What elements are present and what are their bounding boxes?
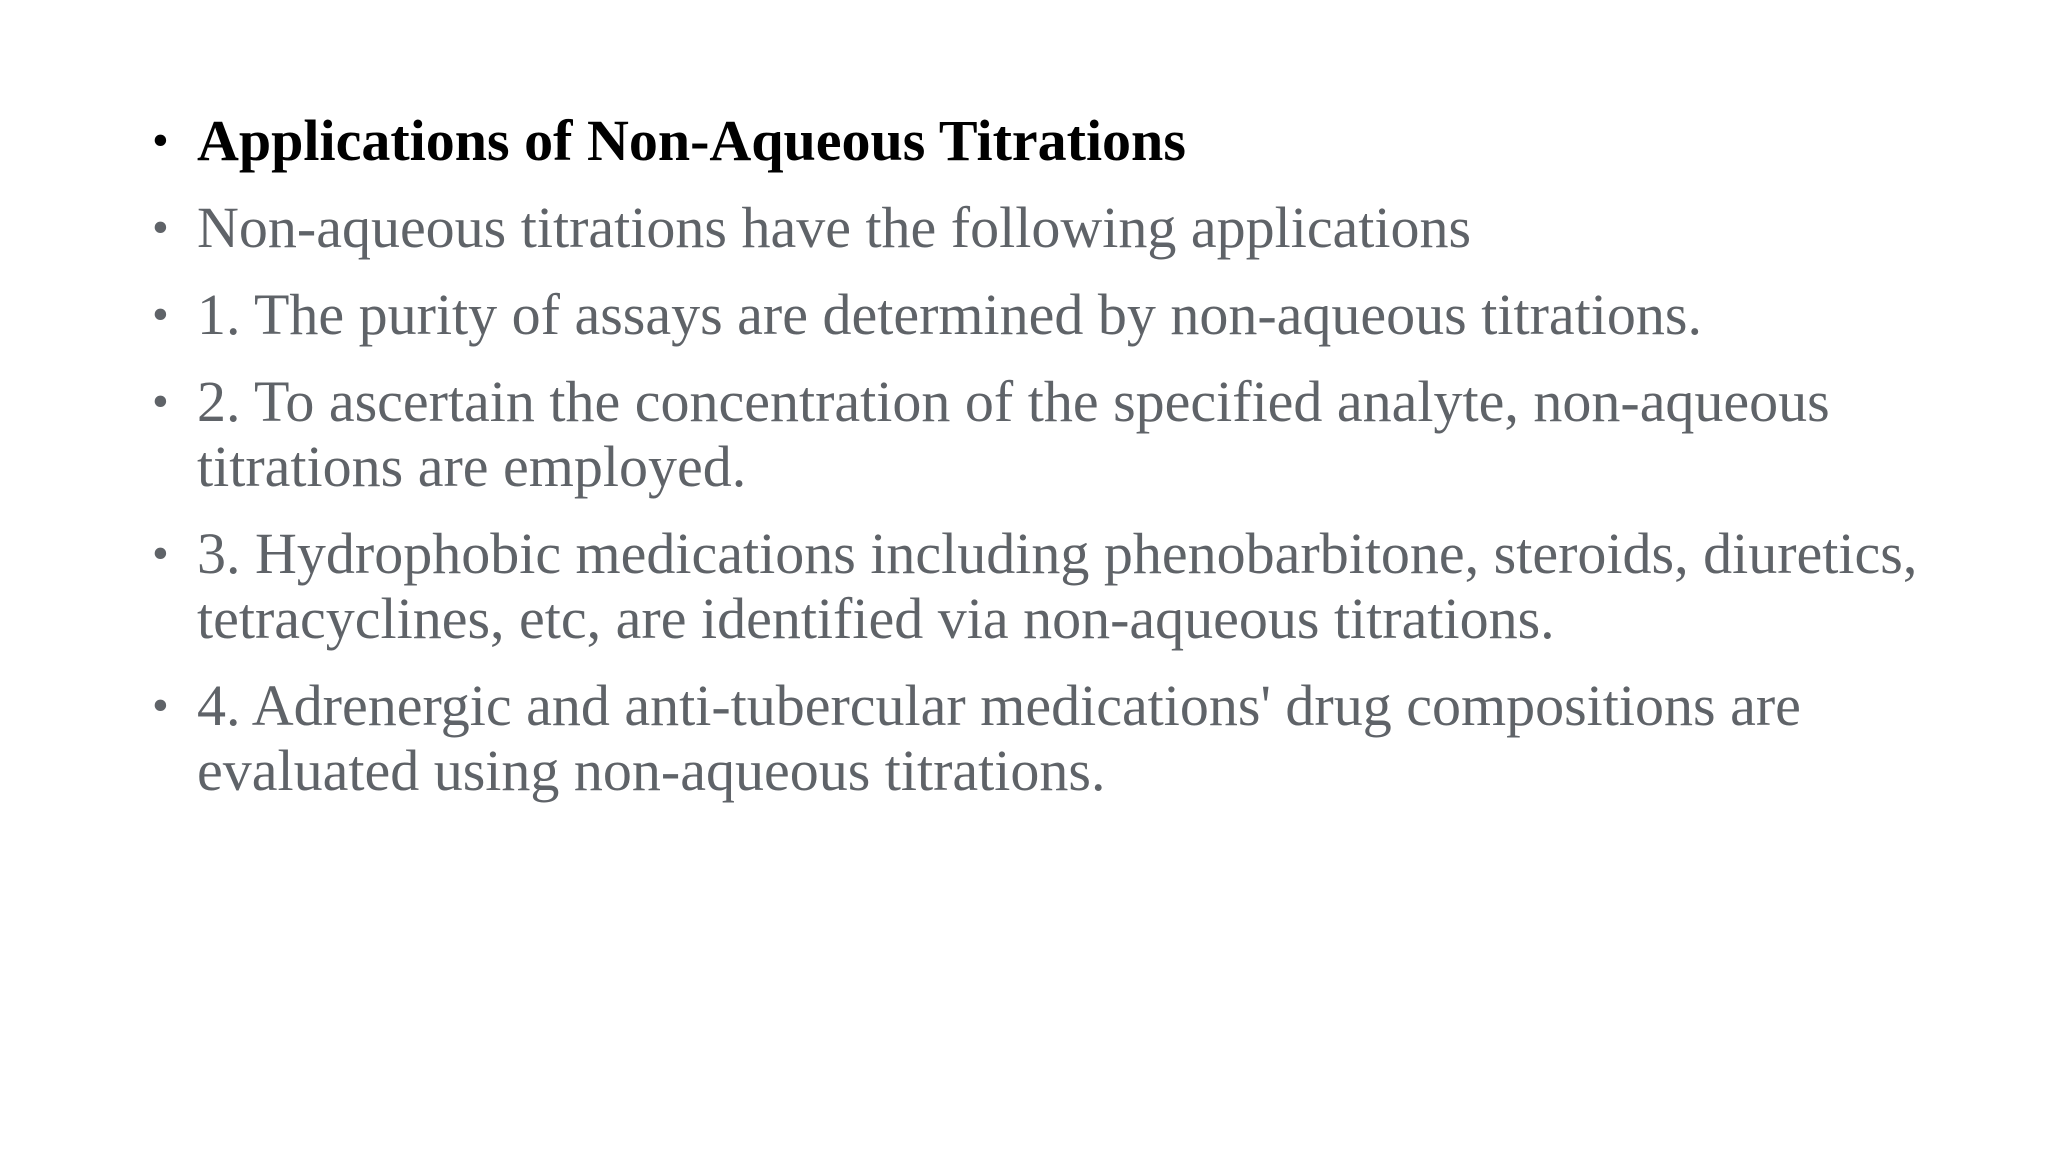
list-item (152, 282, 1952, 347)
list-item-text: Non-aqueous titrations have the following applications (197, 195, 1472, 260)
bullet-dot: • (152, 114, 169, 167)
list-item (152, 195, 1952, 260)
list-item-text: 4. Adrenergic and anti-tubercular medications' drug compositions are evaluated using non-aqueous titrations. (197, 673, 1801, 803)
bullet-dot: • (152, 201, 169, 254)
list-item (152, 521, 1952, 651)
heading-text: Applications of Non-Aqueous Titrations (197, 108, 1186, 173)
list-item-text: 3. Hydrophobic medications including phenobarbitone, steroids, diuretics, tetracyclines, etc, are identified via non-aqueous titrations. (197, 521, 1918, 651)
list-item-text: 1. The purity of assays are determined by non-aqueous titrations. (197, 282, 1702, 347)
list-item (152, 673, 1952, 803)
bullet-dot: • (152, 375, 169, 428)
bullet-dot: • (152, 527, 169, 580)
bullet-dot: • (152, 679, 169, 732)
bullet-list (152, 108, 1952, 825)
bullet-dot: • (152, 288, 169, 341)
list-item-text: 2. To ascertain the concentration of the specified analyte, non-aqueous titrations are employed. (197, 369, 1830, 499)
list-item (152, 369, 1952, 499)
slide-heading (152, 108, 1952, 173)
